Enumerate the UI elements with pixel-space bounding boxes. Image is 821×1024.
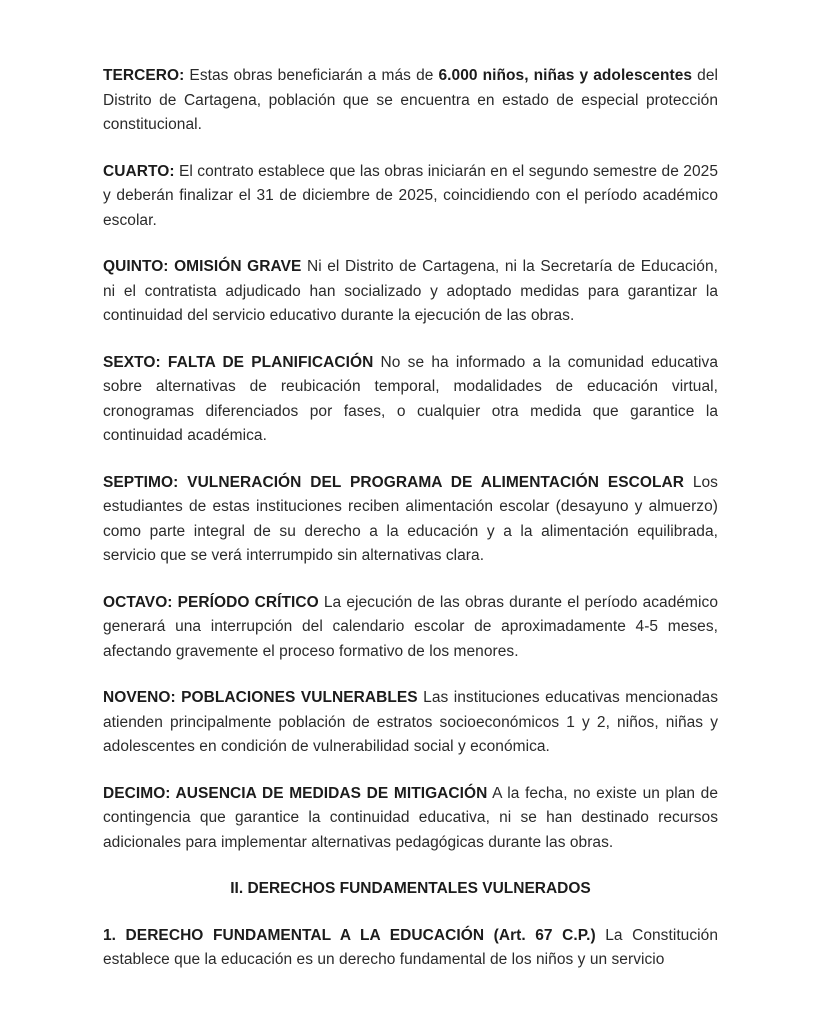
paragraph-text: Ni el Distrito de Cartagena, ni la Secretaría de Educación, ni el contratista adjudicado han socializado y adoptado medidas para garantizar la continuidad del servicio educativo durante la ejecución de las obras.: [103, 258, 718, 324]
paragraph-lead: DECIMO: AUSENCIA DE MEDIDAS DE MITIGACIÓN: [103, 784, 488, 802]
paragraph-septimo: [103, 471, 718, 569]
paragraph-lead: QUINTO: OMISIÓN GRAVE: [103, 258, 302, 275]
paragraph-lead: 1. DERECHO FUNDAMENTAL A LA EDUCACIÓN (Art. 67 C.P.): [103, 926, 596, 944]
paragraph-lead: CUARTO:: [103, 162, 175, 180]
paragraph-text: A la fecha, no existe un plan de contingencia que garantice la continuidad educativa, ni se han destinado recursos adicionales para implementar alternativas pedagógicas durante las obras.: [103, 784, 718, 851]
paragraph-lead: SEPTIMO: VULNERACIÓN DEL PROGRAMA DE ALIMENTACIÓN ESCOLAR: [103, 473, 684, 491]
paragraph-tercero: [103, 64, 718, 138]
paragraph-sexto: [103, 351, 718, 449]
paragraph-text: La Constitución establece que la educación es un derecho fundamental de los niños y un servicio: [103, 926, 718, 968]
paragraph-text: Las instituciones educativas mencionadas atienden principalmente población de estratos socioeconómicos 1 y 2, niños, niñas y adolescentes en condición de vulnerabilidad social y económica.: [103, 689, 718, 755]
paragraph-right-education: [103, 924, 718, 973]
paragraph-lead: SEXTO: FALTA DE PLANIFICACIÓN: [103, 353, 374, 371]
paragraph-text: La ejecución de las obras durante el período académico generará una interrupción del calendario escolar de aproximadamente 4-5 meses, afectando gravemente el proceso formativo de los menores.: [103, 593, 718, 660]
paragraph-noveno: [103, 686, 718, 760]
paragraph-text: Los estudiantes de estas instituciones reciben alimentación escolar (desayuno y almuerzo) como parte integral de su derecho a la educación y a la alimentación equilibrada, servicio que se verá interrumpido sin alternativas clara.: [103, 473, 718, 564]
paragraph-quinto: [103, 255, 718, 329]
paragraph-octavo: [103, 591, 718, 665]
paragraph-text: del Distrito de Cartagena, población que se encuentra en estado de especial protección constitucional.: [103, 67, 718, 133]
paragraph-emphasis: 6.000 niños, niñas y adolescentes: [438, 67, 693, 84]
paragraph-decimo: [103, 782, 718, 856]
paragraph-text: No se ha informado a la comunidad educativa sobre alternativas de reubicación temporal, modalidades de educación virtual, cronogramas diferenciados por fases, o cualquier otra medida que garantice la continuidad académica.: [103, 353, 718, 444]
paragraph-lead: TERCERO:: [103, 67, 185, 84]
paragraph-lead: NOVENO: POBLACIONES VULNERABLES: [103, 689, 418, 706]
paragraph-text: Estas obras beneficiarán a más de: [184, 67, 439, 84]
paragraph-lead: OCTAVO: PERÍODO CRÍTICO: [103, 593, 319, 611]
section-heading: II. DERECHOS FUNDAMENTALES VULNERADOS: [230, 880, 591, 897]
paragraph-cuarto: [103, 160, 718, 234]
paragraph-text: El contrato establece que las obras iniciarán en el segundo semestre de 2025 y deberán finalizar el 31 de diciembre de 2025, coincidiendo con el período académico escolar.: [103, 162, 718, 229]
